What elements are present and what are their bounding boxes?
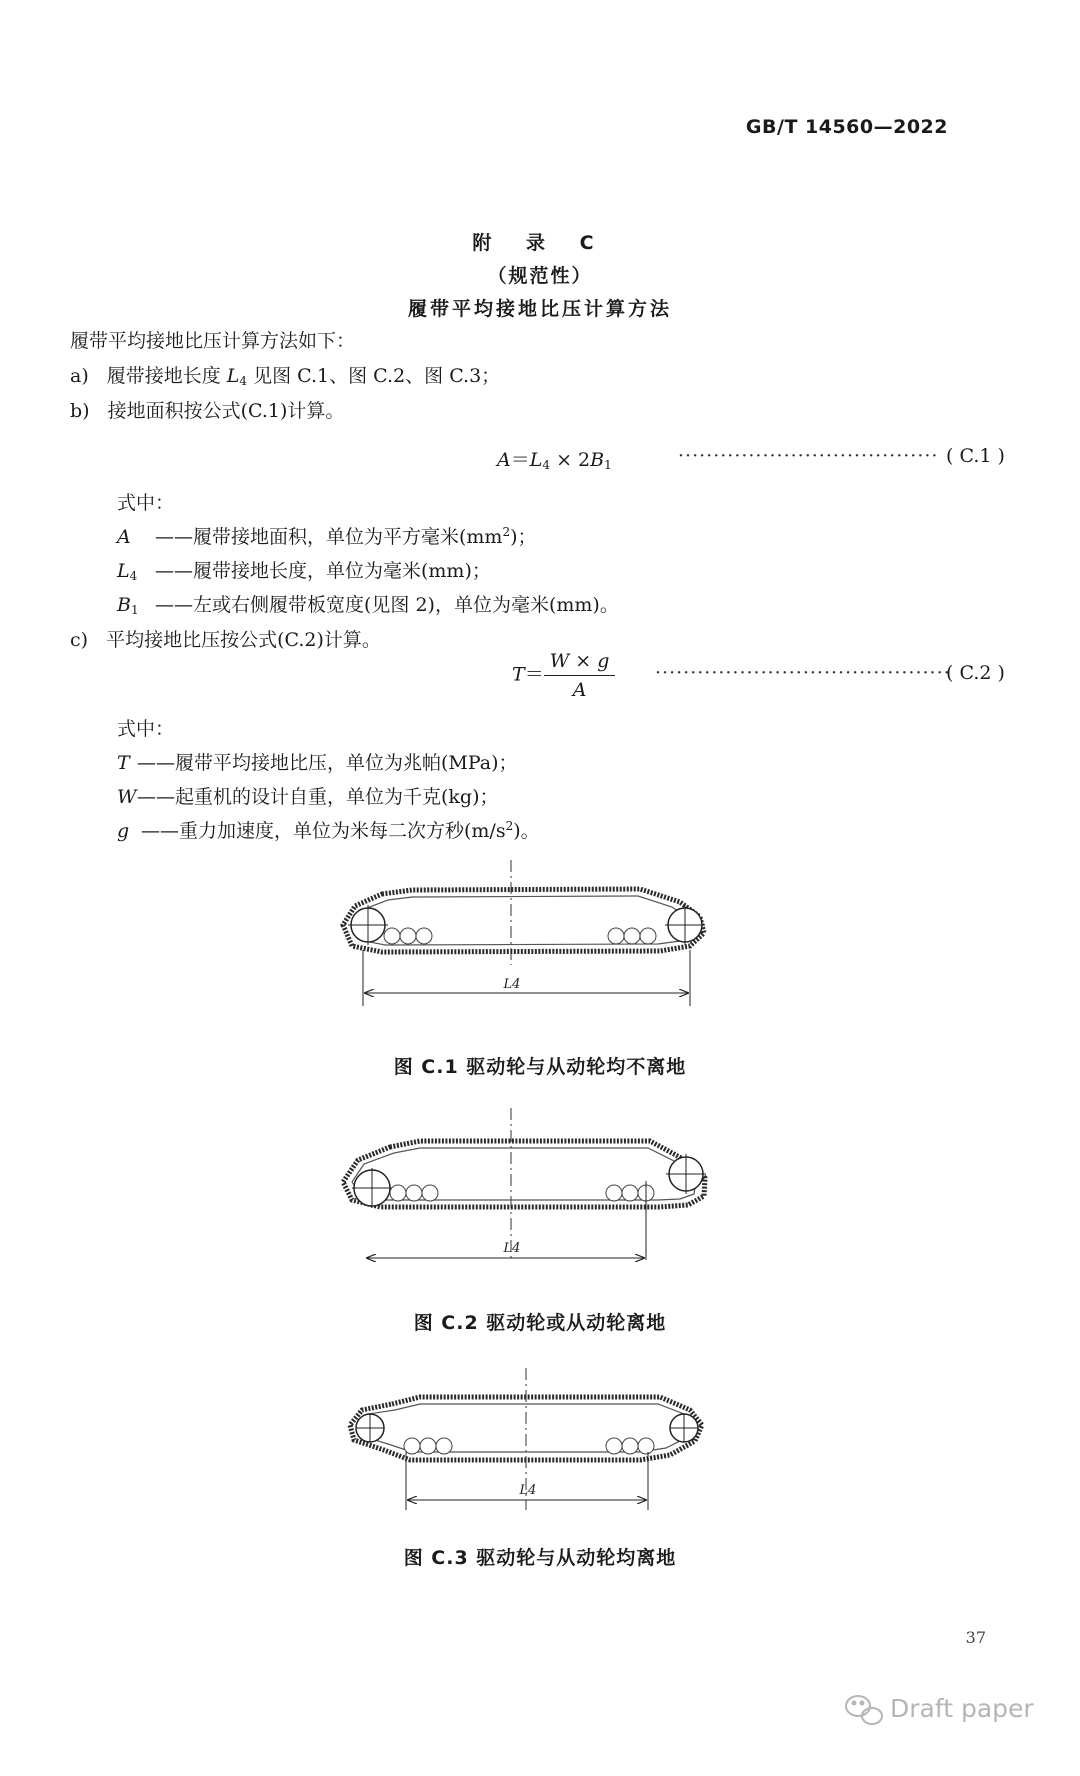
watermark-text: Draft paper <box>890 1694 1034 1723</box>
formula-operator: ＝ <box>510 449 530 471</box>
formula-subscript: 4 <box>542 458 551 472</box>
def-text: ——重力加速度，单位为米每二次方秒(m/s <box>141 820 506 842</box>
fraction-numerator: W × g <box>544 650 616 676</box>
roller-wheels-icon <box>390 1185 654 1201</box>
formula-symbol: A <box>497 449 511 471</box>
def-symbol: B <box>117 594 131 616</box>
formula-subscript: 1 <box>604 458 612 472</box>
def-symbol: W <box>117 786 137 808</box>
item-text: 平均接地比压按公式(C.2)计算。 <box>106 629 381 651</box>
formula-leader-dots: ·········································· <box>655 662 951 684</box>
def-superscript: 2 <box>505 819 514 833</box>
formula-number: ( C.2 ) <box>946 662 1005 684</box>
def-text: ——左或右侧履带板宽度(见图 2)，单位为毫米(mm)。 <box>155 594 619 616</box>
def-symbol: L <box>117 560 130 582</box>
item-text: 履带接地长度 <box>106 365 227 387</box>
item-label: c) <box>70 629 89 651</box>
fraction-denominator: A <box>572 679 587 701</box>
item-text-post: 见图 C.1、图 C.2、图 C.3； <box>247 365 501 387</box>
item-label: b) <box>70 400 90 422</box>
dimension-label: L4 <box>503 1241 521 1256</box>
formula-symbol: B <box>590 449 605 471</box>
formula-symbol: L <box>529 449 543 471</box>
where-label: 式中： <box>117 492 175 514</box>
formula-coefficient: 2 <box>578 449 591 471</box>
def-tail: )。 <box>513 820 540 842</box>
roller-wheels-icon <box>384 928 656 944</box>
def-subscript: 1 <box>130 603 139 617</box>
formula-operator: ＝ <box>524 663 544 686</box>
dimension-label: L4 <box>503 977 521 992</box>
page-number: 37 <box>965 1628 986 1647</box>
intro-text: 履带平均接地比压计算方法如下： <box>70 330 356 352</box>
appendix-heading: 履带平均接地比压计算方法 <box>407 298 672 320</box>
figure-c3-track <box>350 1368 702 1510</box>
def-subscript: 4 <box>129 569 138 583</box>
var-subscript: 4 <box>239 374 248 388</box>
def-text: ——履带接地面积，单位为平方毫米(mm <box>155 526 503 548</box>
def-text: ——履带平均接地比压，单位为兆帕(MPa)； <box>137 752 518 774</box>
def-symbol: g <box>117 820 130 842</box>
def-symbol: T <box>117 752 130 774</box>
formula-symbol: T <box>512 663 525 686</box>
item-text: 接地面积按公式(C.1)计算。 <box>107 400 345 422</box>
figure-c1-track <box>343 860 705 1006</box>
def-symbol: A <box>117 526 131 548</box>
figure-c2-track <box>343 1108 706 1262</box>
formula-operator: × <box>556 449 572 471</box>
var-symbol: L <box>226 365 240 387</box>
figure-c1-caption: 图 C.1 驱动轮与从动轮均不离地 <box>393 1056 687 1078</box>
def-text: ——履带接地长度，单位为毫米(mm)； <box>155 560 491 582</box>
standard-number: GB/T 14560—2022 <box>745 116 948 138</box>
appendix-title: 附 录 C <box>472 232 608 254</box>
def-superscript: 2 <box>502 525 511 539</box>
item-label: a) <box>70 365 89 387</box>
formula-number: ( C.1 ) <box>946 445 1005 467</box>
dimension-label: L4 <box>519 1483 537 1498</box>
def-tail: )； <box>510 526 537 548</box>
where-label: 式中： <box>117 718 175 740</box>
appendix-type: （规范性） <box>487 265 593 287</box>
wechat-icon <box>846 1696 882 1724</box>
figure-c3-caption: 图 C.3 驱动轮与从动轮均离地 <box>403 1547 677 1569</box>
figure-c2-caption: 图 C.2 驱动轮或从动轮离地 <box>413 1312 667 1334</box>
def-text: ——起重机的设计自重，单位为千克(kg)； <box>137 786 499 808</box>
formula-leader-dots: ····································· <box>678 445 939 467</box>
